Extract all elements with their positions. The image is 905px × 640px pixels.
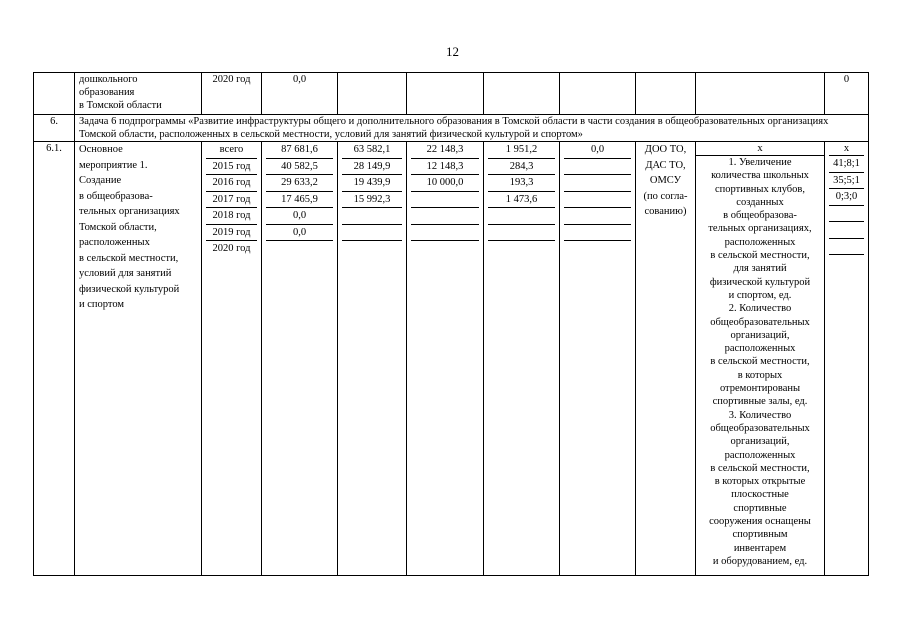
cell-name: дошкольного образования в Томской области bbox=[75, 73, 202, 115]
cell-total: 0,0 bbox=[262, 73, 338, 115]
task-text: Задача 6 подпрограммы «Развитие инфраструктуры общего и дополнительного образования в Томской области в части создания в общеобразовательных организациях Томской области, расположенных в сельской местности, условий для занятий физической культурой и спортом» bbox=[75, 115, 869, 142]
table-row-previous bbox=[34, 73, 869, 115]
event-years: всего 2015 год 2016 год 2017 год 2018 год 2019 год 2020 год bbox=[202, 142, 262, 576]
event-executor: ДОО ТО, ДАС ТО, ОМСУ (по согла- сованию) bbox=[636, 142, 696, 576]
event-local-column: 1 951,2 284,3 193,3 1 473,6 bbox=[484, 142, 560, 576]
event-number: 6.1. bbox=[34, 142, 75, 576]
program-table bbox=[33, 72, 869, 576]
table-row-task bbox=[34, 115, 869, 142]
task-number: 6. bbox=[34, 115, 75, 142]
event-indicator-values: х 41;8;1 35;5;1 0;3;0 bbox=[825, 142, 869, 576]
event-total-column: 87 681,6 40 582,5 29 633,2 17 465,9 0,0 0,0 bbox=[262, 142, 338, 576]
table-row-event bbox=[34, 142, 869, 576]
cell-num bbox=[34, 73, 75, 115]
page-number: 12 bbox=[446, 44, 459, 59]
event-federal-column: 63 582,1 28 149,9 19 439,9 15 992,3 bbox=[338, 142, 407, 576]
cell-year: 2020 год bbox=[202, 73, 262, 115]
event-name: Основное мероприятие 1. Создание в общеобразова- тельных организациях Томской области, расположенных в сельской местности, условий для занятий физической культурой и спортом bbox=[75, 142, 202, 576]
event-indicators: х 1. Увеличение количества школьных спортивных клубов, созданных в общеобразова- тельных организациях, расположенных в сельской местности, для занятий физической культурой и спортом, ед. 2. Количество общеобразовательных организаций, расположенных в сельской местности, в которых отремонтированы спортивные залы, ед. 3. Количество общеобразовательных организаций, расположенных в сельской местности, в которых открытые плоскостные спортивные сооружения оснащены спортивным инвентарем и оборудованием, ед. bbox=[696, 142, 825, 576]
cell-target: 0 bbox=[825, 73, 869, 115]
event-extra-column: 0,0 bbox=[560, 142, 636, 576]
event-regional-column: 22 148,3 12 148,3 10 000,0 bbox=[407, 142, 484, 576]
